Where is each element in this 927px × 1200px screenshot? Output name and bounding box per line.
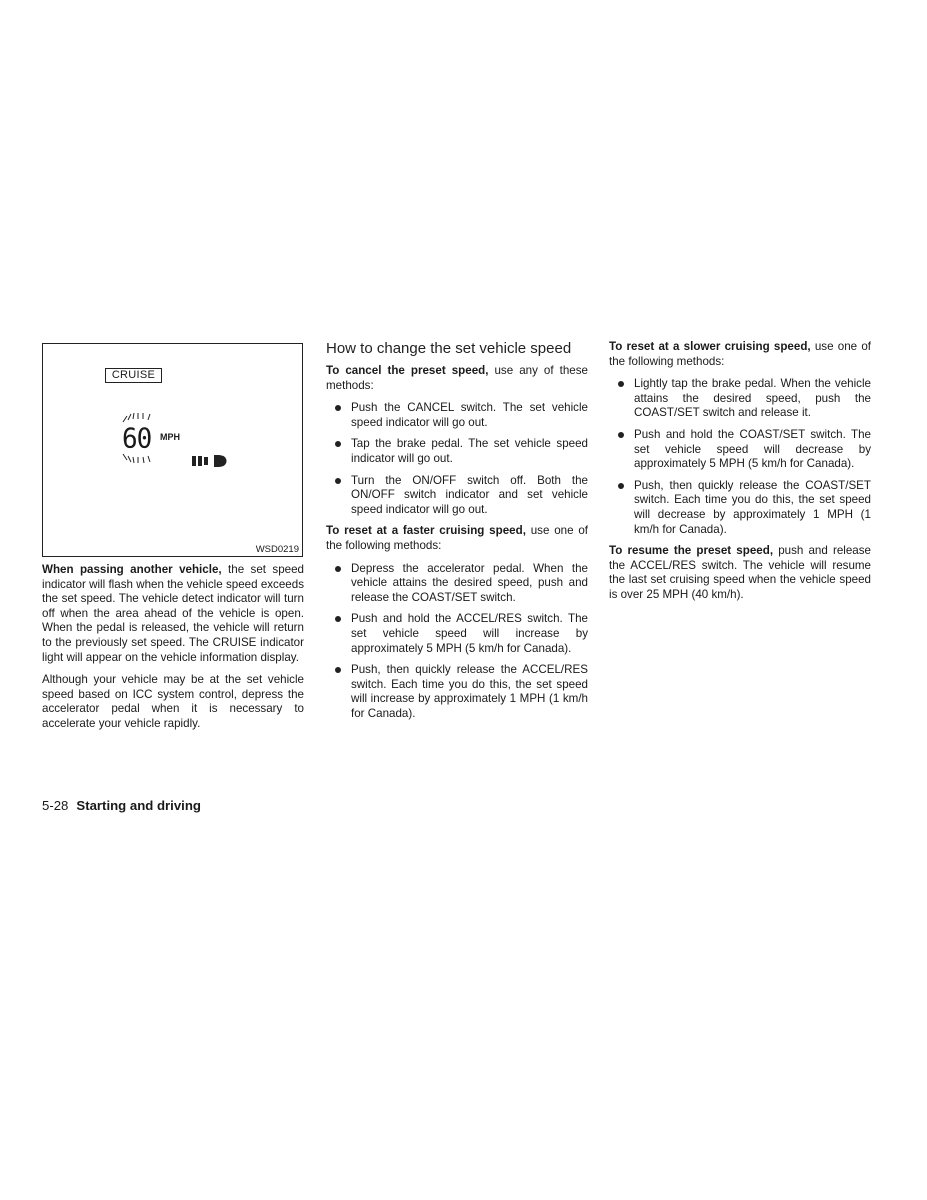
page-number: 5-28 <box>42 798 69 813</box>
faster-intro <box>326 524 588 553</box>
passing-heading: When passing another vehicle, <box>42 563 222 576</box>
cancel-intro <box>326 364 588 393</box>
list-item: Depress the accelerator pedal. When the vehicle attains the desired speed, push and release the COAST/SET switch. <box>326 562 588 606</box>
cruise-display-figure <box>42 343 303 557</box>
cruise-indicator-label: CRUISE <box>105 368 162 383</box>
set-speed-value: 60 <box>122 423 152 455</box>
list-item: Push the CANCEL switch. The set vehicle speed indicator will go out. <box>326 401 588 430</box>
figure-code: WSD0219 <box>255 544 299 555</box>
slower-intro-text: use one of the following methods: <box>609 340 871 368</box>
resume-paragraph <box>609 544 871 602</box>
passing-text: the set speed indicator will flash when the vehicle speed exceeds the set speed. The vehicle detect indicator will turn off when the area ahead of the vehicle is open. When the pedal is released, the vehicle will return to the previously set speed. The CRUISE indicator light will appear on the vehicle information display. <box>42 563 304 664</box>
list-item: Tap the brake pedal. The set vehicle speed indicator will go out. <box>326 437 588 466</box>
slower-heading: To reset at a slower cruising speed, <box>609 340 811 353</box>
accelerate-paragraph: Although your vehicle may be at the set vehicle speed based on ICC system control, depress the accelerator pedal when it is necessary to accelerate your vehicle rapidly. <box>42 673 304 730</box>
faster-list <box>326 562 588 722</box>
set-speed-unit: MPH <box>160 432 180 442</box>
column-3 <box>609 340 871 611</box>
faster-intro-text: use one of the following methods: <box>326 524 588 552</box>
column-2 <box>326 340 588 728</box>
list-item: Turn the ON/OFF switch off. Both the ON/OFF switch indicator and set vehicle speed indicator will go out. <box>326 474 588 518</box>
list-item: Push and hold the ACCEL/RES switch. The set vehicle speed will increase by approximately 5 MPH (5 km/h for Canada). <box>326 612 588 656</box>
list-item: Push, then quickly release the ACCEL/RES switch. Each time you do this, the set speed will increase by approximately 1 MPH (1 km/h for Canada). <box>326 663 588 721</box>
page-footer <box>42 798 201 814</box>
cancel-heading: To cancel the preset speed, <box>326 364 489 377</box>
list-item: Push, then quickly release the COAST/SET switch. Each time you do this, the set speed will decrease by approximately 1 MPH (1 km/h for Canada). <box>609 479 871 537</box>
cancel-intro-text: use any of these methods: <box>326 364 588 392</box>
list-item: Lightly tap the brake pedal. When the vehicle attains the desired speed, push the COAST/SET switch and release it. <box>609 377 871 421</box>
slower-list <box>609 377 871 537</box>
slower-intro <box>609 340 871 369</box>
column-1 <box>42 563 304 740</box>
section-title: Starting and driving <box>76 798 201 813</box>
section-heading: How to change the set vehicle speed <box>326 340 572 357</box>
passing-paragraph <box>42 563 304 665</box>
cancel-list <box>326 401 588 517</box>
resume-heading: To resume the preset speed, <box>609 544 774 558</box>
vehicle-detect-icon <box>192 454 228 468</box>
faster-heading: To reset at a faster cruising speed, <box>326 524 526 538</box>
list-item: Push and hold the COAST/SET switch. The set vehicle speed will decrease by approximately 5 MPH (5 km/h for Canada). <box>609 428 871 472</box>
resume-text: push and release the ACCEL/RES switch. The vehicle will resume the last set cruising speed when the vehicle speed is over 25 MPH (40 km/h). <box>609 544 871 601</box>
